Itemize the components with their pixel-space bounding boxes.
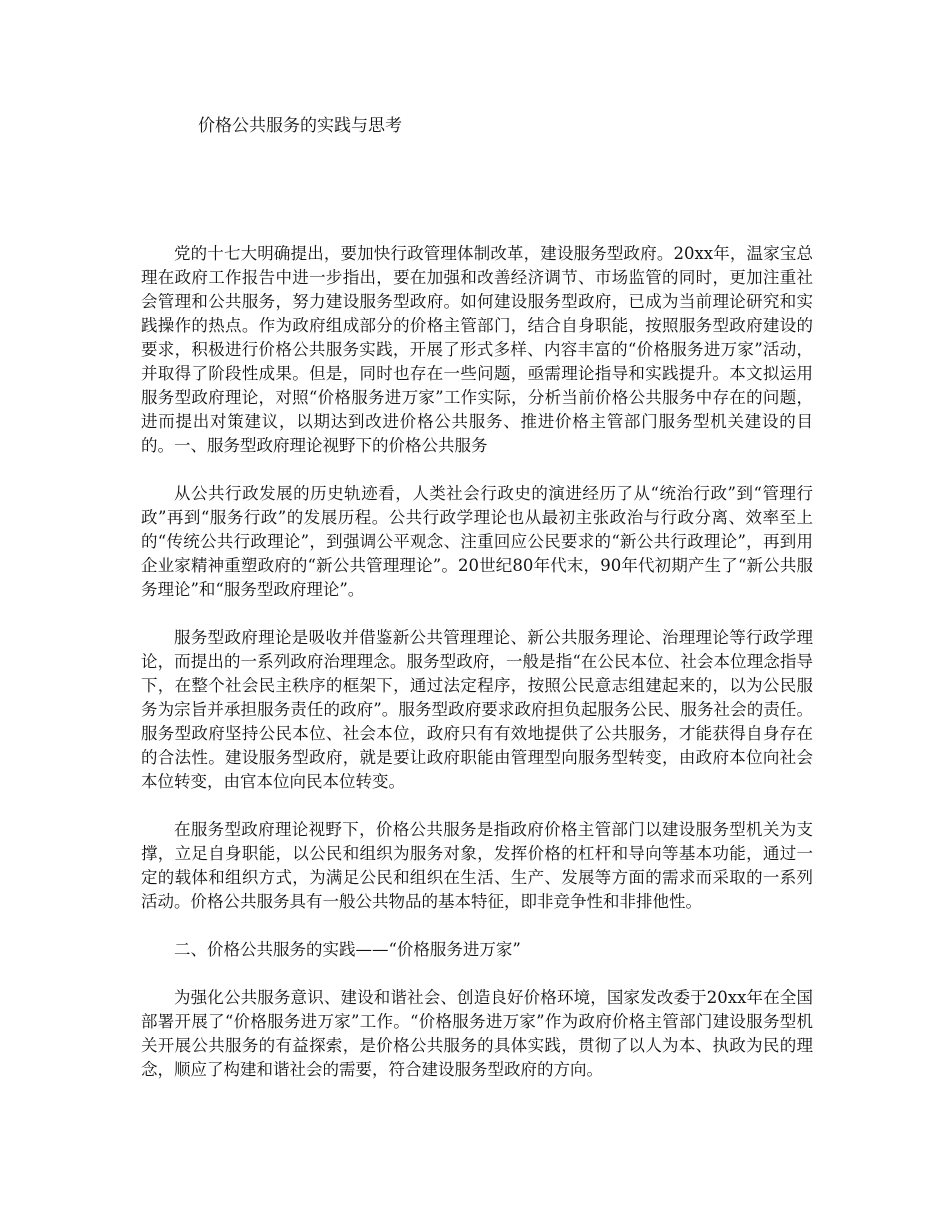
paragraph-definition: 在服务型政府理论视野下，价格公共服务是指政府价格主管部门以建设服务型机关为支撑，立足自身职能，以公民和组织为服务对象，发挥价格的杠杆和导向等基本功能，通过一定的载体和组织方式，为满足公民和组织在生活、生产、发展等方面的需求而采取的一系列活动。价格公共服务具有一般公共物品的基本特征，即非竞争性和非排他性。 xyxy=(141,820,813,911)
paragraph-theory: 服务型政府理论是吸收并借鉴新公共管理理论、新公共服务理论、治理理论等行政学理论，而提出的一系列政府治理理念。服务型政府，一般是指“在公民本位、社会本位理念指导下，在整个社会民主秩序的框架下，通过法定程序，按照公民意志组建起来的，以为公民服务为宗旨并承担服务责任的政府”。服务型政府要求政府担负起服务公民、服务社会的责任。服务型政府坚持公民本位、社会本位，政府只有有效地提供了公共服务，才能获得自身存在的合法性。建设服务型政府，就是要让政府职能由管理型向服务型转变，由政府本位向社会本位转变，由官本位向民本位转变。 xyxy=(141,628,813,791)
paragraph-practice: 为强化公共服务意识、建设和谐社会、创造良好价格环境，国家发改委于20xx年在全国部署开展了“价格服务进万家”工作。“价格服务进万家”作为政府价格主管部门建设服务型机关开展公共服务的有益探索，是价格公共服务的具体实践，贯彻了以人为本、执政为民的理念，顺应了构建和谐社会的需要，符合建设服务型政府的方向。 xyxy=(141,988,813,1079)
paragraph-history: 从公共行政发展的历史轨迹看，人类社会行政史的演进经历了从“统治行政”到“管理行政”再到“服务行政”的发展历程。公共行政学理论也从最初主张政治与行政分离、效率至上的“传统公共行政理论”，到强调公平观念、注重回应公民要求的“新公共行政理论”，再到用企业家精神重塑政府的“新公共管理理论”。20世纪80年代末，90年代初期产生了“新公共服务理论”和“服务型政府理论”。 xyxy=(141,484,813,599)
paragraph-intro: 党的十七大明确提出，要加快行政管理体制改革，建设服务型政府。20xx年，温家宝总理在政府工作报告中进一步指出，要在加强和改善经济调节、市场监管的同时，更加注重社会管理和公共服务，努力建设服务型政府。如何建设服务型政府，已成为当前理论研究和实践操作的热点。作为政府组成部分的价格主管部门，结合自身职能，按照服务型政府建设的要求，积极进行价格公共服务实践，开展了形式多样、内容丰富的“价格服务进万家”活动，并取得了阶段性成果。但是，同时也存在一些问题，亟需理论指导和实践提升。本文拟运用服务型政府理论，对照“价格服务进万家”工作实际，分析当前价格公共服务中存在的问题，进而提出对策建议，以期达到改进价格公共服务、推进价格主管部门服务型机关建设的目的。一、服务型政府理论视野下的价格公共服务 xyxy=(141,244,813,455)
section-heading-practice: 二、价格公共服务的实践——“价格服务进万家” xyxy=(174,940,521,959)
document-title: 价格公共服务的实践与思考 xyxy=(198,116,402,136)
document-body xyxy=(141,242,813,1082)
